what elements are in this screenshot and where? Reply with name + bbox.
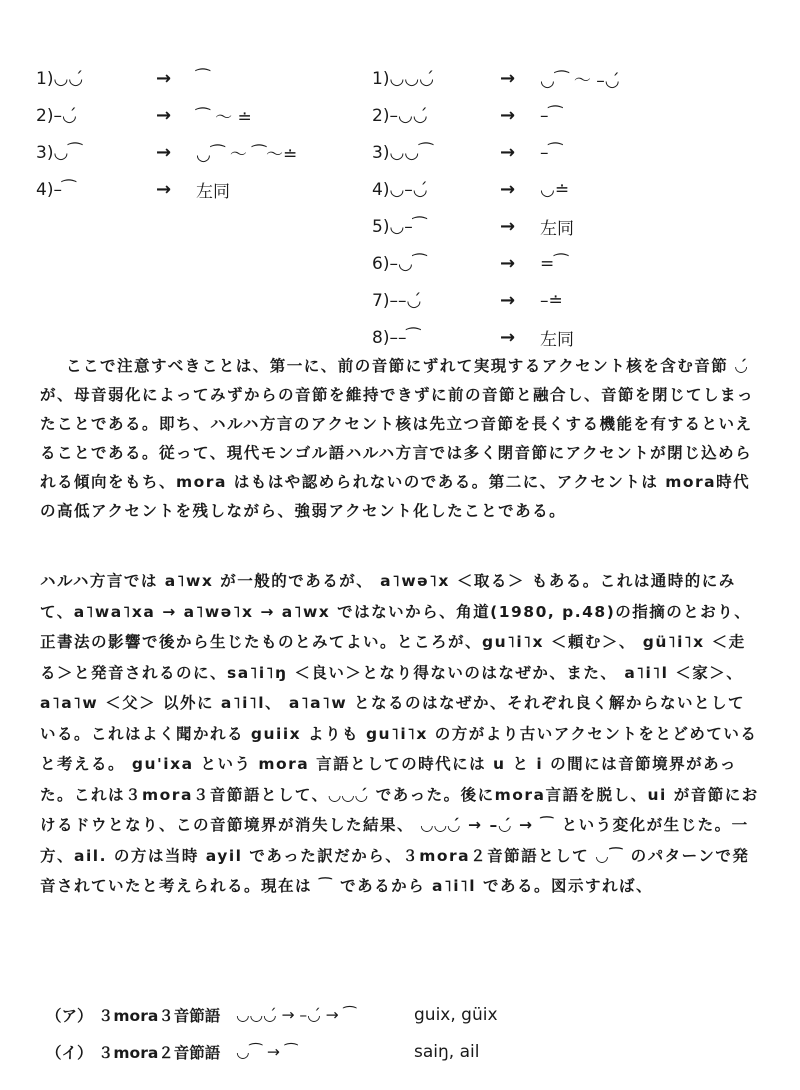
arrow-icon: → [500, 179, 516, 200]
example-label: （ア） ３mora３音節語 [46, 1006, 221, 1025]
rule-row [372, 134, 620, 171]
arrow-icon: → [500, 216, 516, 237]
rule-row [372, 208, 620, 245]
arrow-icon: → [500, 327, 516, 348]
example-words: guix, güix [414, 1004, 498, 1025]
rule-result: –⁀ [540, 142, 563, 163]
example-pattern: ◡⁀ → ⁀ [236, 1042, 298, 1061]
example-row [46, 996, 498, 1033]
arrow-icon: → [156, 68, 172, 89]
rule-number: 4)–⁀ [36, 179, 76, 200]
rule-result: 左同 [540, 219, 574, 239]
example-row [46, 1033, 498, 1070]
rule-result: =⁀ [540, 253, 568, 274]
rule-number: 3)◡◡⁀ [372, 142, 433, 163]
rule-row [36, 134, 297, 171]
rule-result: –⁀ [540, 105, 563, 126]
rule-row [36, 97, 297, 134]
rule-row [372, 245, 620, 282]
left-rule-list [36, 60, 297, 208]
rule-number: 2)–◡́ [36, 105, 77, 126]
body-paragraph-2: ハルハ方言では a˥wx が一般的であるが、 a˥wə˥x ＜取る＞ もある。これは通時的にみて、a˥wa˥xa → a˥wə˥x → a˥wx ではないから、角道(1980, p.48)の指摘のとおり、正書法の影響で後から生じたものとみてよい。ところが、gu˥i˥x ＜頼む＞、 gü˥i˥x ＜走る＞と発音されるのに、sa˥i˥ŋ ＜良い＞となり得ないのはなぜか、また、 a˥i˥l ＜家＞、 a˥a˥w ＜父＞ 以外に a˥i˥l、 a˥a˥w となるのはなぜか、それぞれ良く解からないとしている。これはよく聞かれる guiix よりも gu˥i˥x の方がより古いアクセントをとどめていると考える。 gu'ixa という mora 言語としての時代には u と i の間には音節境界があった。これは３mora３音節語として、◡◡◡́ であった。後にmora言語を脱し、ui が音節におけるドウとなり、この音節境界が消失した結果、 ◡◡◡́ → –◡́ → ⁀ という変化が生じた。一方、ail. の方は当時 ayil であった訳だから、３mora２音節語として ◡⁀ のパターンで発音されていたと考えられる。現在は ⁀ であるから a˥i˥l である。図示すれば、 [40, 572, 759, 895]
rule-result: –≐ [540, 290, 563, 311]
arrow-icon: → [500, 142, 516, 163]
rule-row [372, 60, 620, 97]
rule-result: ◡≐ [540, 179, 570, 200]
rule-row [372, 282, 620, 319]
rule-number: 6)–◡⁀ [372, 253, 427, 274]
rule-result: ⁀ [196, 68, 210, 89]
example-pattern: ◡◡◡́ → –◡́ → ⁀ [236, 1005, 356, 1024]
rule-number: 1)◡◡́ [36, 68, 84, 89]
rule-number: 1)◡◡◡́ [372, 68, 434, 89]
rule-row [36, 60, 297, 97]
arrow-icon: → [500, 105, 516, 126]
arrow-icon: → [156, 179, 172, 200]
rule-result: ⁀ ～ ≐ [196, 108, 252, 128]
example-list [46, 996, 498, 1070]
rule-number: 4)◡–◡́ [372, 179, 428, 200]
rule-row [372, 97, 620, 134]
arrow-icon: → [500, 253, 516, 274]
rule-row [372, 319, 620, 356]
arrow-icon: → [156, 105, 172, 126]
example-label: （イ） ３mora２音節語 [46, 1043, 221, 1062]
arrow-icon: → [500, 290, 516, 311]
arrow-icon: → [500, 68, 516, 89]
right-rule-list [372, 60, 620, 356]
rule-result: 左同 [540, 330, 574, 350]
body-paragraph-1: ここで注意すべきことは、第一に、前の音節にずれて実現するアクセント核を含む音節 ◡́ が、母音弱化によってみずからの音節を維持できずに前の音節と融合し、音節を閉じてしまったことである。即ち、ハルハ方言のアクセント核は先立つ音節を長くする機能を有するといえることである。従って、現代モンゴル語ハルハ方言では多く閉音節にアクセントが閉じ込められる傾向をもち、mora はもはや認められないのである。第二に、アクセントは mora時代の高低アクセントを残しながら、強弱アクセント化したことである。 [40, 357, 755, 520]
rule-result: ◡⁀ ～ ⁀～≐ [196, 145, 298, 165]
rule-number: 2)–◡◡́ [372, 105, 428, 126]
rule-number: 7)––◡́ [372, 290, 422, 311]
rule-result: 左同 [196, 182, 230, 202]
rule-number: 3)◡⁀ [36, 142, 82, 163]
rule-row [372, 171, 620, 208]
rule-number: 8)––⁀ [372, 327, 421, 348]
arrow-icon: → [156, 142, 172, 163]
rule-row [36, 171, 297, 208]
rule-number: 5)◡–⁀ [372, 216, 427, 237]
rule-result: ◡⁀ ～ –◡́ [540, 71, 620, 91]
example-words: saiŋ, ail [414, 1041, 480, 1062]
